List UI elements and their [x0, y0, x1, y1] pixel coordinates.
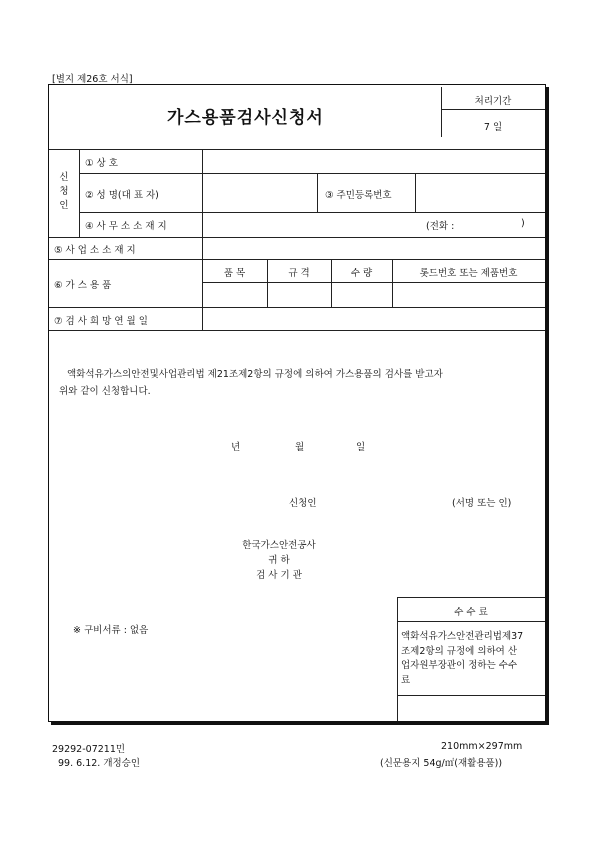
footer-paper-type: (신문용지 54g/㎡(재활용품)) — [380, 758, 503, 769]
phone-close: ) — [521, 218, 525, 229]
representative-name-label: ② 성 명(대 표 자) — [85, 190, 159, 201]
fee-description: 액화석유가스안전관리법제37 조제2항의 규정에 의하여 산 업자원부장관이 정하는 수수 료 — [401, 631, 524, 686]
footer-paper-size: 210mm×297mm — [441, 741, 523, 752]
inspection-date-field[interactable] — [204, 309, 542, 328]
product-column-quantity: 수 량 — [350, 268, 373, 279]
trade-name-field[interactable] — [204, 151, 542, 171]
recipient-org: 한국가스안전공사 — [242, 540, 316, 551]
product-column-item: 품 목 — [223, 268, 246, 279]
fee-title: 수 수 료 — [454, 607, 488, 618]
date-day-label: 일 — [356, 442, 366, 453]
application-form — [48, 84, 546, 722]
product-spec-field[interactable] — [269, 284, 329, 305]
attachments-note: ※ 구비서류 : 없음 — [73, 625, 149, 636]
processing-period-label: 처리기간 — [474, 96, 512, 107]
footer-code: 29292-07211민 — [52, 744, 126, 755]
resident-number-label: ③ 주민등록번호 — [325, 190, 392, 201]
product-quantity-field[interactable] — [333, 284, 390, 305]
date-year-label: 년 — [231, 442, 241, 453]
applicant-label: 신청인 — [289, 498, 317, 509]
workplace-address-field[interactable] — [204, 239, 542, 257]
representative-name-field[interactable] — [204, 175, 314, 210]
office-address-label: ④ 사 무 소 소 재 지 — [85, 221, 167, 232]
product-column-lot: 롯드번호 또는 제품번호 — [419, 268, 518, 279]
recipient-honorific: 귀 하 — [268, 555, 290, 566]
workplace-address-label: ⑤ 사 업 소 소 재 지 — [54, 245, 136, 256]
recipient-dept: 검 사 기 관 — [256, 570, 302, 581]
phone-label: (전화 : — [426, 221, 455, 232]
gas-products-label: ⑥ 가 스 용 품 — [54, 280, 112, 291]
form-number: [별지 제26호 서식] — [52, 74, 133, 85]
body-text-line1: 액화석유가스의안전및사업관리법 제21조제2항의 규정에 의하여 가스용품의 검사를 받고자 — [67, 369, 443, 380]
date-month-label: 월 — [295, 442, 305, 453]
office-address-field[interactable] — [204, 214, 419, 235]
product-column-spec: 규 격 — [288, 268, 310, 279]
product-item-field[interactable] — [204, 284, 265, 305]
body-text-line2: 위와 같이 신청합니다. — [59, 386, 151, 397]
inspection-date-label: ⑦ 검 사 희 망 연 월 일 — [54, 316, 148, 327]
footer-approval: 99. 6.12. 개정승인 — [58, 758, 141, 769]
trade-name-label: ① 상 호 — [85, 158, 118, 169]
product-lot-field[interactable] — [394, 284, 543, 305]
resident-number-field[interactable] — [417, 175, 542, 210]
processing-period-value: 7 일 — [483, 122, 503, 133]
signature-label: (서명 또는 인) — [452, 498, 512, 509]
form-title: 가스용품검사신청서 — [167, 108, 324, 128]
recipient-block — [169, 538, 389, 583]
applicant-group-label: 신 청 인 — [59, 172, 69, 211]
